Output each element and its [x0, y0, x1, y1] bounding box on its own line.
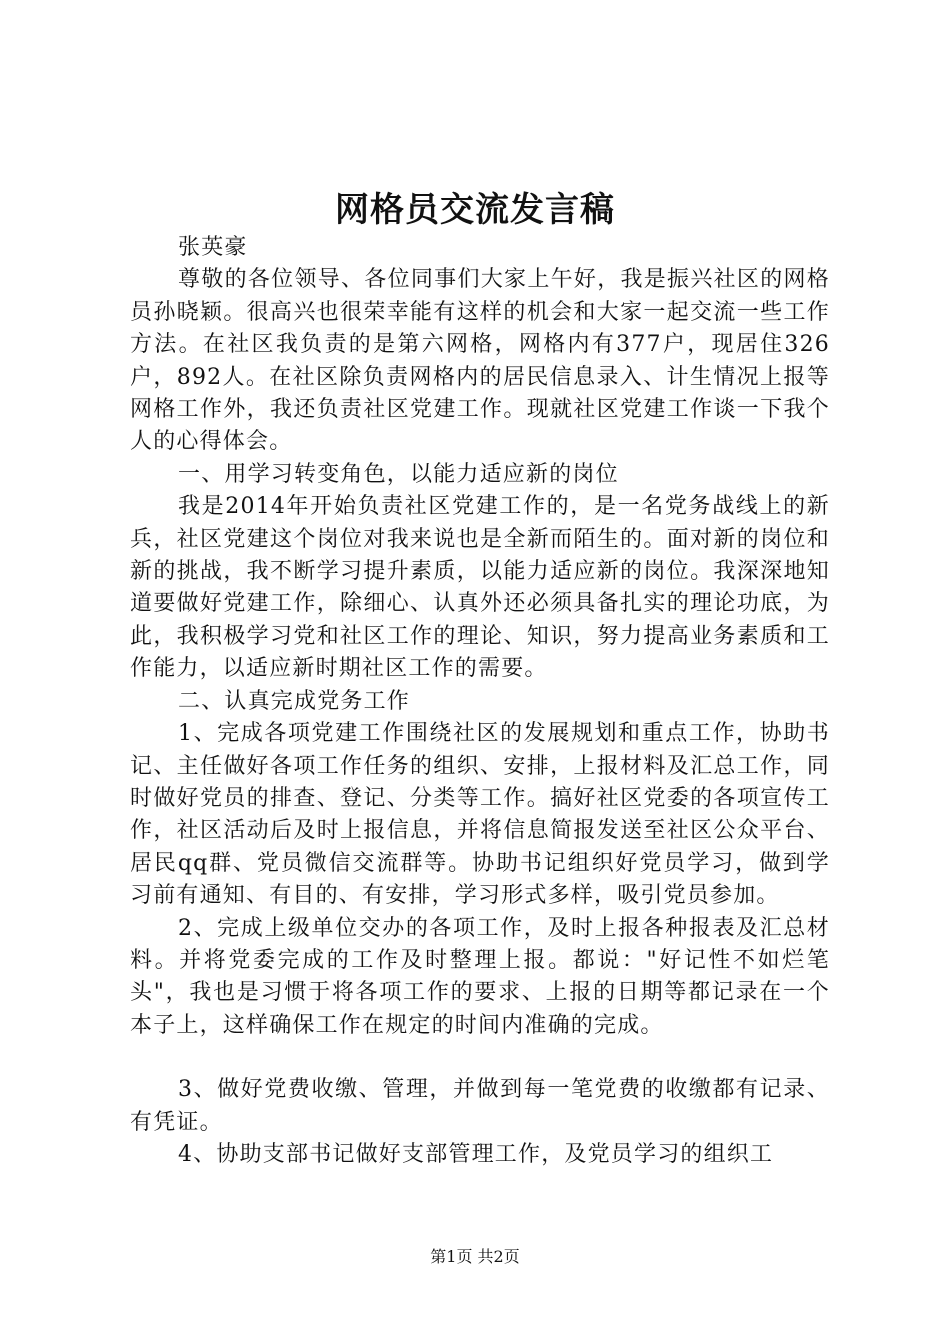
- author-line: 张英豪: [178, 235, 248, 260]
- paragraph-intro: 尊敬的各位领导、各位同事们大家上午好，我是振兴社区的网格员孙晓颖。很高兴也很荣幸能有这样的机会和大家一起交流一些工作方法。在社区我负责的是第六网格，网格内有377户，现居住326户，892人。在社区除负责网格内的居民信息录入、计生情况上报等网格工作外，我还负责社区党建工作。现就社区党建工作谈一下我个人的心得体会。: [130, 267, 830, 455]
- paragraph-item-1: 1、完成各项党建工作围绕社区的发展规划和重点工作，协助书记、主任做好各项工作任务的组织、安排，上报材料及汇总工作，同时做好党员的排查、登记、分类等工作。搞好社区党委的各项宣传工作，社区活动后及时上报信息，并将信息简报发送至社区公众平台、居民qq群、党员微信交流群等。协助书记组织好党员学习，做到学习前有通知、有目的、有安排，学习形式多样，吸引党员参加。: [130, 721, 830, 909]
- page-footer: 第1页 共2页: [430, 1247, 520, 1266]
- paragraph-item-3: 3、做好党费收缴、管理，并做到每一笔党费的收缴都有记录、有凭证。: [130, 1077, 830, 1135]
- paragraph-item-2: 2、完成上级单位交办的各项工作，及时上报各种报表及汇总材料。并将党委完成的工作及时整理上报。都说："好记性不如烂笔头"，我也是习惯于将各项工作的要求、上报的日期等都记录在一个本子上，这样确保工作在规定的时间内准确的完成。: [130, 915, 830, 1038]
- section-heading-1: 一、用学习转变角色，以能力适应新的岗位: [178, 461, 619, 487]
- section-heading-2: 二、认真完成党务工作: [178, 688, 411, 714]
- document-title: 网格员交流发言稿: [335, 190, 615, 230]
- paragraph-item-4: 4、协助支部书记做好支部管理工作，及党员学习的组织工: [178, 1141, 774, 1167]
- document-body: [130, 232, 830, 1171]
- paragraph-section-1: 我是2014年开始负责社区党建工作的，是一名党务战线上的新兵，社区党建这个岗位对我来说也是全新而陌生的。面对新的岗位和新的挑战，我不断学习提升素质，以能力适应新的岗位。我深深地知道要做好党建工作，除细心、认真外还必须具备扎实的理论功底，为此，我积极学习党和社区工作的理论、知识，努力提高业务素质和工作能力，以适应新时期社区工作的需要。: [130, 494, 830, 682]
